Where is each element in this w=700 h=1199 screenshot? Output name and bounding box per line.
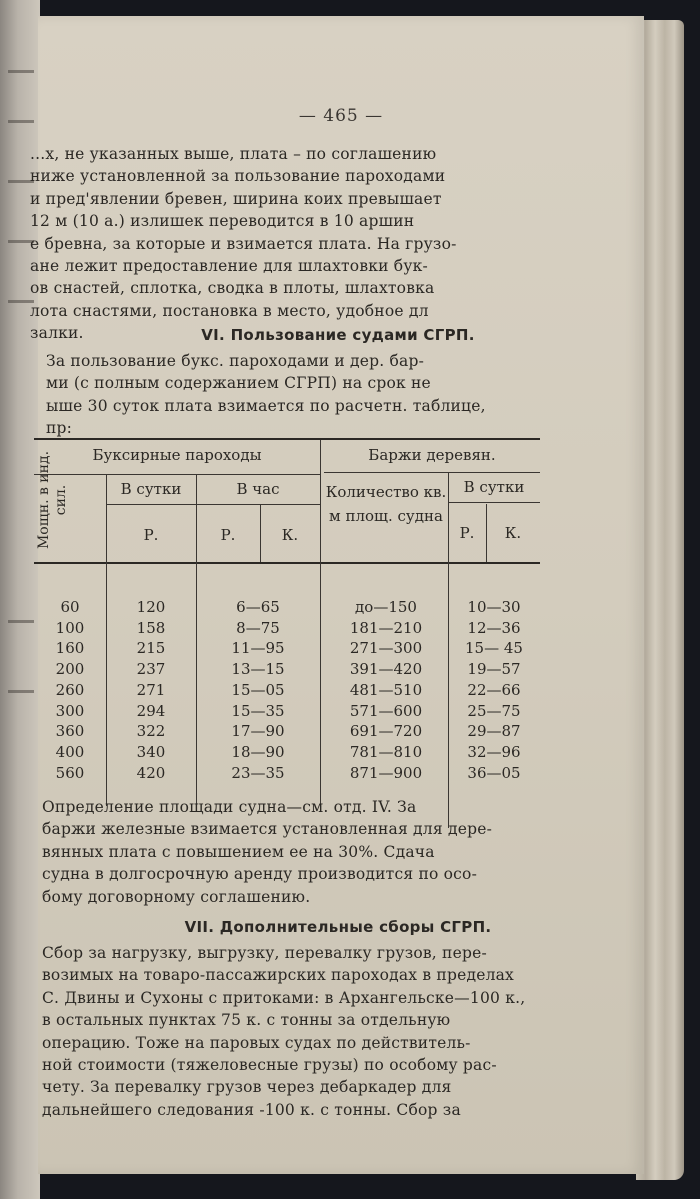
table-cell: 15— 45 (465, 639, 523, 658)
text-line: За пользование букс. пароходами и дер. бар- (46, 352, 425, 370)
text-line: Определение площади судна—см. отд. IV. За (42, 798, 417, 816)
paragraph-area-definition (42, 796, 548, 908)
text-line: залки. (30, 324, 84, 343)
table-cell: 781—810 (349, 742, 423, 761)
text-line: баржи железные взимается установленная для дере- (42, 820, 493, 839)
table-cell: 294 (136, 701, 166, 720)
header-rub-hour: Р. (220, 526, 236, 544)
page-number: — 465 — (298, 106, 384, 126)
tariff-table (34, 438, 540, 808)
paragraph-additional-fees (42, 942, 548, 1121)
text-line: судна в долгосрочную аренду производится по осо- (42, 865, 478, 884)
table-cell: 23—35 (231, 763, 285, 782)
column-power (34, 597, 106, 783)
header-area: Количество кв. м площ. судна (325, 483, 447, 525)
table-cell: 400 (55, 742, 85, 761)
table-cell: 271 (136, 680, 166, 699)
table-cell: 237 (136, 660, 166, 679)
text-line: С. Двины и Сухоны с притоками: в Архангельске—100 к., (42, 988, 526, 1007)
column-hour (196, 597, 320, 783)
column-area (324, 597, 448, 783)
table-cell: 481—510 (349, 680, 423, 699)
table-cell: 29—87 (467, 722, 521, 741)
text-line: Сбор за нагрузку, выгрузку, перевалку грузов, пере- (42, 944, 487, 962)
text-line: ...х, не указанных выше, плата – по соглашению (30, 145, 437, 163)
table-cell: 17—90 (231, 722, 285, 741)
text-line: вянных плата с повышением ее на 30%. Сдача (42, 842, 435, 861)
table-cell: 158 (136, 618, 166, 637)
text-line: пр: (46, 419, 73, 438)
section-heading-vi: VI. Пользование судами СГРП. (201, 326, 475, 344)
table-cell: 322 (136, 722, 166, 741)
header-rub-day: Р. (143, 526, 159, 544)
table-cell: 15—05 (231, 680, 285, 699)
column-day-rub (106, 597, 196, 783)
table-cell: 420 (136, 763, 166, 782)
table-header-rule (34, 562, 540, 564)
table-cell: 571—600 (349, 701, 423, 720)
book-page (30, 16, 644, 1174)
text-line: 12 м (10 а.) излишек переводится в 10 аршин (30, 212, 415, 231)
header-barge-rub: Р. (459, 524, 475, 542)
header-per-day: В сутки (120, 480, 182, 498)
text-line: ми (с полным содержанием СГРП) на срок не (46, 374, 431, 393)
table-cell: 12—36 (467, 618, 521, 637)
text-line: ной стоимости (тяжеловесные грузы) по особому рас- (42, 1056, 497, 1075)
table-cell: 10—30 (467, 598, 521, 616)
text-line: возимых на товаро-пассажирских пароходах в пределах (42, 966, 514, 985)
text-line: и пред'явлении бревен, ширина коих превышает (30, 189, 442, 208)
table-cell: 871—900 (349, 763, 423, 782)
table-cell: 300 (55, 701, 85, 720)
text-line: ыше 30 суток плата взимается по расчетн. таблице, (46, 396, 486, 415)
table-cell: 200 (55, 660, 85, 679)
header-per-hour: В час (236, 480, 280, 498)
text-line: лота снастями, постановка в место, удобное дл (30, 301, 429, 320)
section-heading-vii: VII. Дополнительные сборы СГРП. (184, 918, 492, 936)
text-line: ане лежит предоставление для шлахтовки бук- (30, 257, 428, 276)
paragraph-tariffs-continued (30, 143, 550, 345)
table-cell: 215 (136, 639, 166, 658)
table-cell: 6—65 (236, 598, 280, 616)
header-barge-kop: К. (504, 524, 522, 542)
table-cell: 391—420 (349, 660, 423, 679)
header-barge-per-day: В сутки (463, 478, 525, 496)
header-power: Мощн. в инд. сил. (36, 450, 69, 550)
table-cell: 36—05 (467, 763, 521, 782)
table-cell: 120 (136, 598, 166, 616)
column-barge-day (448, 597, 540, 783)
text-line: операцию. Тоже на паровых судах по действитель- (42, 1033, 471, 1052)
text-line: в остальных пунктах 75 к. с тонны за отдельную (42, 1011, 451, 1030)
table-cell: до—150 (355, 598, 417, 616)
text-line: ниже установленной за пользование пароходами (30, 167, 446, 186)
table-cell: 181—210 (349, 618, 423, 637)
table-cell: 32—96 (467, 742, 521, 761)
table-cell: 260 (55, 680, 85, 699)
table-cell: 60 (60, 598, 80, 616)
text-line: чету. За перевалку грузов через дебаркадер для (42, 1078, 452, 1097)
table-cell: 691—720 (349, 722, 423, 741)
text-line: бому договорному соглашению. (42, 887, 311, 906)
table-cell: 8—75 (236, 618, 280, 637)
text-line: е бревна, за которые и взимается плата. На грузо- (30, 234, 457, 253)
table-cell: 19—57 (467, 660, 521, 679)
table-top-rule (34, 438, 540, 440)
header-tugs: Буксирные пароходы (92, 446, 262, 464)
header-kop-hour: К. (281, 526, 299, 544)
paragraph-vessel-use (46, 350, 546, 440)
text-line: ов снастей, сплотка, сводка в плоты, шлахтовка (30, 279, 435, 298)
table-cell: 11—95 (231, 639, 285, 658)
table-cell: 160 (55, 639, 85, 658)
table-cell: 18—90 (231, 742, 285, 761)
table-cell: 360 (55, 722, 85, 741)
table-cell: 560 (55, 763, 85, 782)
text-line: дальнейшего следования -100 к. с тонны. Сбор за (42, 1100, 461, 1119)
table-cell: 100 (55, 618, 85, 637)
table-cell: 22—66 (467, 680, 521, 699)
table-cell: 13—15 (231, 660, 285, 679)
table-cell: 340 (136, 742, 166, 761)
table-cell: 15—35 (231, 701, 285, 720)
header-barges: Баржи деревян. (368, 446, 496, 464)
table-cell: 271—300 (349, 639, 423, 658)
table-cell: 25—75 (467, 701, 521, 720)
